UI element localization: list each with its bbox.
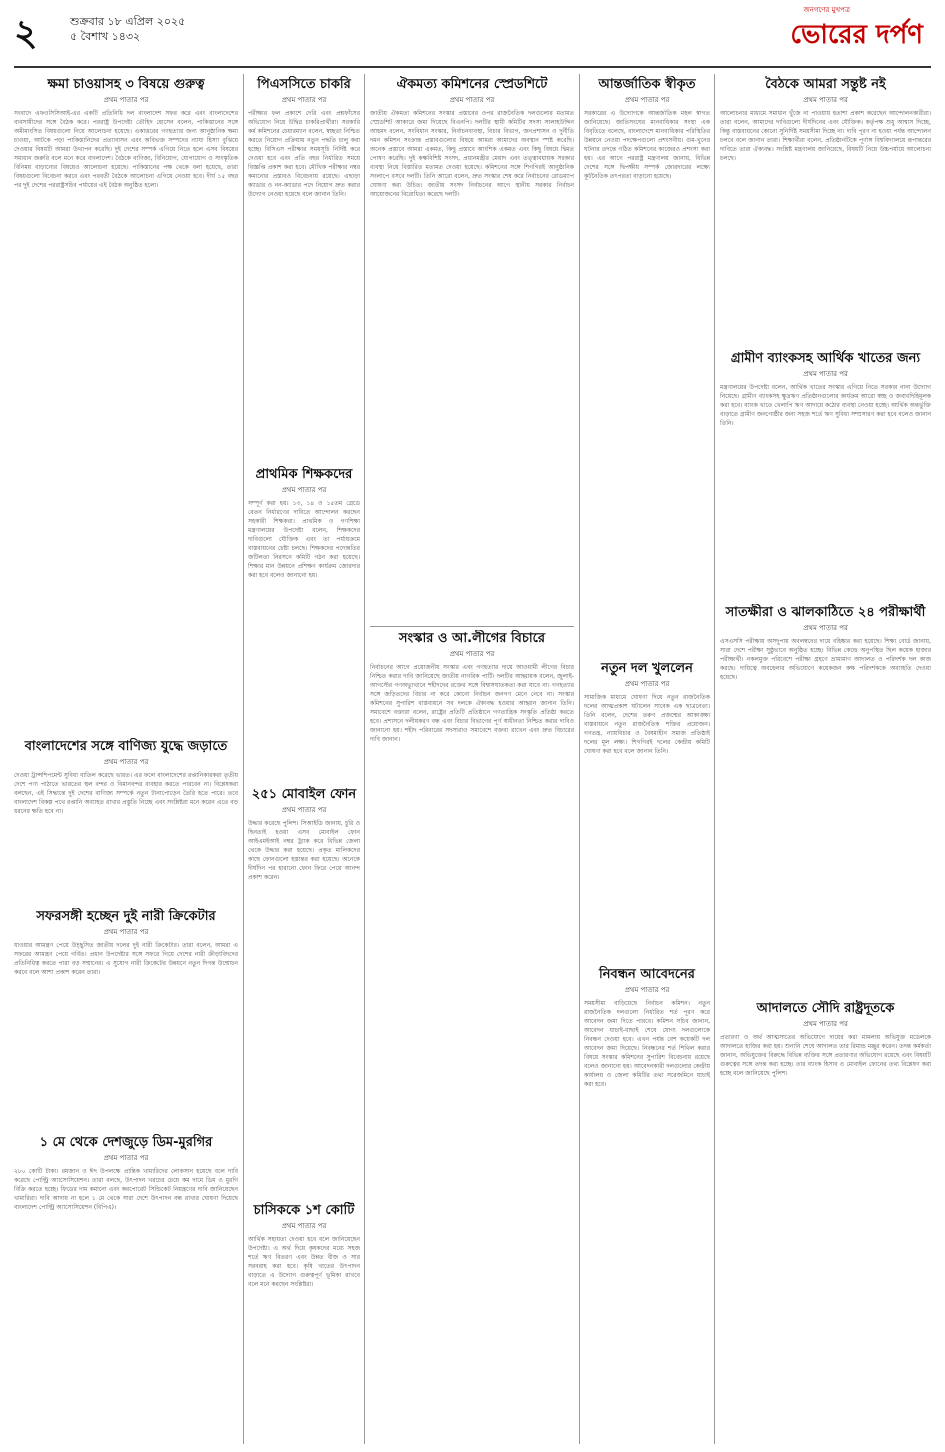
date-gregorian: শুক্রবার ১৮ এপ্রিল ২০২৫ bbox=[70, 15, 186, 28]
article-body: উদ্ধার করেছে পুলিশ। সিআইডি জানায়, চুরি ও ছিনতাই হওয়া এসব মোবাইল ফোন আইএমইআই নম্বর ট্র্যাক করে বিভিন্ন জেলা থেকে উদ্ধার করা হয়েছে। প্রকৃত মালিকদের কাছে ফোনগুলো হস্তান্তর করা হয়েছে। অনেকে দীর্ঘদিন পর হারানো ফোন ফিরে পেয়ে আনন্দ প্রকাশ করেন। bbox=[248, 820, 360, 881]
headline: বাংলাদেশের সঙ্গে বাণিজ্য যুদ্ধে জড়াতে bbox=[24, 739, 228, 754]
article-body: প্রতারণা ও অর্থ আত্মসাতের অভিযোগে দায়ের করা মামলায় অভিযুক্ত মডেলকে আদালতে হাজির করা হয়। শুনানি শেষে আদালত তার রিমান্ড মঞ্জুর করেন। তদন্ত কর্মকর্তা জানান, অভিযুক্তের বিরুদ্ধে বিভিন্ন ব্যক্তির সঙ্গে প্রতারণার অভিযোগ রয়েছে এবং বিষয়টি গুরুত্বের সঙ্গে তদন্ত করা হচ্ছে। তার ব্যাংক হিসাব ও মোবাইল ফোনের তথ্য বিশ্লেষণ করা হচ্ছে বলে জানিয়েছে পুলিশ। bbox=[720, 1034, 931, 1077]
article-cricketers bbox=[14, 908, 238, 1124]
byline: প্রথম পাতার পর bbox=[449, 650, 495, 658]
logo-tagline: জনগণের মুখপত্র bbox=[803, 6, 850, 14]
article-body: সরকারের এ উদ্যোগকে আন্তর্জাতিক মহল স্বাগত জানিয়েছে। জাতিসংঘের মানবাধিকার সংস্থা এক বিবৃতিতে বলেছে, বাংলাদেশে মানবাধিকার পরিস্থিতির উন্নয়নে নেওয়া পদক্ষেপগুলো প্রশংসনীয়। গুম-খুনের ঘটনার তদন্তে গঠিত কমিশনের কাজেরও প্রশংসা করা হয়। এর আগে পররাষ্ট্র মন্ত্রণালয় জানায়, বিভিন্ন দেশের সঙ্গে দ্বিপক্ষীয় সম্পর্ক জোরদারের লক্ষ্যে কূটনৈতিক তৎপরতা বাড়ানো হয়েছে। bbox=[584, 110, 710, 180]
headline: চাসিককে ১শ কোটি bbox=[253, 1203, 355, 1218]
column-divider bbox=[243, 74, 244, 1444]
column-divider bbox=[364, 74, 365, 1444]
column-divider bbox=[714, 74, 715, 1444]
masthead-rule bbox=[14, 66, 931, 68]
article-body: এসএসসি পরীক্ষায় অসদুপায় অবলম্বনের দায়ে বহিষ্কার করা হয়েছে। শিক্ষা বোর্ড জানায়, সারা দেশে পরীক্ষা সুষ্ঠুভাবে অনুষ্ঠিত হচ্ছে। বিভিন্ন কেন্দ্রে অনুপস্থিত ছিল কয়েক হাজার পরীক্ষার্থী। নকলমুক্ত পরিবেশে পরীক্ষা গ্রহণে ভ্রাম্যমাণ আদালত ও পরিদর্শক দল কাজ করছে। দায়িত্বে অবহেলার অভিযোগে কয়েকজন কক্ষ পরিদর্শককে অব্যাহতি দেওয়া হয়েছে। bbox=[720, 638, 931, 681]
article-meeting bbox=[720, 76, 931, 344]
article-body: সম্পূর্ণ করা হয়। ১৩, ১৪ ও ১৫তম গ্রেডে বেতন নির্ধারণের দাবিতে আন্দোলন করছেন সহকারী শিক্ষকরা। প্রাথমিক ও গণশিক্ষা মন্ত্রণালয়ের উপদেষ্টা বলেন, শিক্ষকদের দাবিগুলো যৌক্তিক এবং তা পর্যায়ক্রমে বাস্তবায়নের চেষ্টা চলছে। শিক্ষকদের পদোন্নতির জটিলতা নিরসনে কমিটি গঠন করা হয়েছে। শিক্ষার মান উন্নয়নে প্রশিক্ষণ কার্যক্রম জোরদার করা হবে বলেও জানানো হয়। bbox=[248, 500, 360, 579]
byline: প্রথম পাতার পর bbox=[281, 806, 327, 814]
date-bengali: ৫ বৈশাখ ১৪৩২ bbox=[70, 30, 141, 43]
headline: ১ মে থেকে দেশজুড়ে ডিম-মুরগির bbox=[39, 1135, 213, 1150]
article-body: যাওয়ার আমন্ত্রণ পেয়ে উচ্ছ্বসিত জাতীয় দলের দুই নারী ক্রিকেটার। তারা বলেন, আমরা এ সফরের আমন্ত্রণ পেয়ে গর্বিত। প্রধান উপদেষ্টার সঙ্গে সফরে গিয়ে দেশের নারী ক্রীড়াবিদদের প্রতিনিধিত্ব করতে পারা বড় সম্মানের। এ সুযোগ নারী ক্রিকেটের উন্নয়নে নতুন দিগন্ত উন্মোচন করবে বলে আশা প্রকাশ করেন তারা। bbox=[14, 942, 238, 976]
byline: প্রথম পাতার পর bbox=[103, 96, 149, 104]
article-body: আলোচনার মাধ্যমে সমাধান খুঁজে না পাওয়ায় হতাশা প্রকাশ করেছেন আন্দোলনকারীরা। তারা বলেন, আমাদের দাবিগুলো দীর্ঘদিনের এবং যৌক্তিক। কর্তৃপক্ষ শুধু আশ্বাস দিচ্ছে, কিন্তু বাস্তবায়নের কোনো সুনির্দিষ্ট সময়সীমা দিচ্ছে না। দাবি পূরণ না হওয়া পর্যন্ত আন্দোলন চলবে বলে জানান তারা। শিক্ষার্থীরা বলেন, প্রতিষ্ঠানটিকে পূর্ণাঙ্গ বিশ্ববিদ্যালয়ে রূপান্তরের দাবিতে তারা ঐক্যবদ্ধ। সংশ্লিষ্ট মন্ত্রণালয় জানিয়েছে, বিষয়টি নিয়ে উচ্চপর্যায়ে আলোচনা চলছে। bbox=[720, 110, 931, 162]
column-divider bbox=[579, 74, 580, 1444]
article-body: সময়সীমা বাড়িয়েছে নির্বাচন কমিশন। নতুন রাজনৈতিক দলগুলো নির্ধারিত শর্ত পূরণ করে আবেদন জমা দিতে পারবে। কমিশন সচিব জানান, আবেদন যাচাই-বাছাই শেষে যোগ্য দলগুলোকে নিবন্ধন দেওয়া হবে। এখন পর্যন্ত বেশ কয়েকটি দল আবেদন জমা দিয়েছে। নিবন্ধনের শর্ত শিথিল করার বিষয়ে সংস্কার কমিশনের সুপারিশ বিবেচনায় রয়েছে বলেও জানানো হয়। আবেদনকারী দলগুলোর কেন্দ্রীয় কার্যালয় ও জেলা কমিটির তথ্য সরেজমিনে যাচাই করা হবে। bbox=[584, 1000, 710, 1088]
byline: প্রথম পাতার পর bbox=[281, 1222, 327, 1230]
article-trade-war bbox=[14, 738, 238, 900]
headline: বৈঠকে আমরা সন্তুষ্ট নই bbox=[765, 77, 886, 92]
headline: পিএসসিতে চাকরি bbox=[257, 77, 351, 92]
byline: প্রথম পাতার পর bbox=[803, 96, 848, 104]
headline: নতুন দল খুললেন bbox=[601, 661, 693, 676]
article-body: দেওয়া ট্রান্সশিপমেন্ট সুবিধা বাতিল করেছে ভারত। এর ফলে বাংলাদেশের রপ্তানিকারকরা তৃতীয় দেশে পণ্য পাঠাতে ভারতের স্থল বন্দর ও বিমানবন্দর ব্যবহার করতে পারবেন না। বিশ্লেষকরা বলছেন, এই সিদ্ধান্তে দুই দেশের বাণিজ্য সম্পর্কে নতুন টানাপোড়েন তৈরি হতে পারে। তবে বাংলাদেশ বিকল্প পথে রপ্তানি অব্যাহত রাখার প্রস্তুতি নিচ্ছে এবং সংশ্লিষ্টরা মনে করেন এতে বড় ধরনের ক্ষতি হবে না। bbox=[14, 772, 238, 815]
headline: গ্রামীণ ব্যাংকসহ আর্থিক খাতের জন্য bbox=[730, 351, 921, 366]
byline: প্রথম পাতার পর bbox=[103, 758, 149, 766]
article-apology bbox=[14, 76, 238, 732]
headline: আন্তর্জাতিক স্বীকৃত bbox=[598, 77, 696, 92]
article-pgc-jobs bbox=[248, 76, 360, 458]
article-body: ২৮০ কোটি টাকা। রমজান ও ঈদ উপলক্ষে প্রান্তিক খামারিদের লোকসান হয়েছে বলে দাবি করেছে পোল্ট্রি অ্যাসোসিয়েশন। তারা বলছে, উৎপাদন খরচের চেয়ে কম দামে ডিম ও মুরগি বিক্রি করতে হচ্ছে। ফিডের দাম কমানো এবং করপোরেট সিন্ডিকেট নিয়ন্ত্রণের দাবি জানিয়েছেন খামারিরা। দাবি আদায় না হলে ১ মে থেকে সারা দেশে উৎপাদন বন্ধ রাখার ঘোষণা দিয়েছে বাংলাদেশ পোল্ট্রি অ্যাসোসিয়েশন (বিপিএ)। bbox=[14, 1168, 238, 1211]
headline: প্রাথমিক শিক্ষকদের bbox=[255, 467, 353, 482]
article-body: সামাজিক মাধ্যমে ঘোষণা দিয়ে নতুন রাজনৈতিক দলের আত্মপ্রকাশ ঘটালেন সাবেক এক ছাত্রনেতা। তিনি বলেন, দেশের তরুণ প্রজন্মের আকাঙ্ক্ষা বাস্তবায়নে নতুন রাজনৈতিক শক্তির প্রয়োজন। গণতন্ত্র, ন্যায়বিচার ও বৈষম্যহীন সমাজ প্রতিষ্ঠাই দলের মূল লক্ষ্য। শিগগিরই দলের কেন্দ্রীয় কমিটি ঘোষণা করা হবে বলে জানান তিনি। bbox=[584, 694, 710, 755]
byline: প্রথম পাতার পর bbox=[103, 928, 149, 936]
newspaper-logo: ভোরের দর্পণ bbox=[790, 20, 923, 50]
byline: প্রথম পাতার পর bbox=[803, 624, 848, 632]
article-mobile-phone bbox=[248, 786, 360, 1194]
byline: প্রথম পাতার পর bbox=[624, 96, 670, 104]
article-saudi bbox=[720, 1000, 931, 1444]
headline: সাতক্ষীরা ও ঝালকাঠিতে ২৪ পরীক্ষার্থী bbox=[725, 605, 926, 620]
article-reform-trial bbox=[370, 630, 574, 1444]
article-body: জাতীয় ঐকমত্য কমিশনের সংস্কার প্রস্তাবের ওপর রাজনৈতিক দলগুলোর মতামত স্প্রেডশিট আকারে জমা দিয়েছে বিএনপি। দলটির স্থায়ী কমিটির সদস্য সালাহউদ্দিন আহমদ বলেন, সংবিধান সংস্কার, নির্বাচনব্যবস্থা, বিচার বিভাগ, জনপ্রশাসন ও দুর্নীতি দমন কমিশন সংক্রান্ত প্রস্তাবগুলোর বিষয়ে আমরা আমাদের অবস্থান স্পষ্ট করেছি। অনেক প্রস্তাবে আমরা একমত, কিছু প্রস্তাবে আংশিক একমত এবং কিছু বিষয়ে দ্বিমত পোষণ করেছি। দুই কক্ষবিশিষ্ট সংসদ, প্রধানমন্ত্রীর মেয়াদ এবং তত্ত্বাবধায়ক সরকার ব্যবস্থা নিয়ে বিস্তারিত মতামত দেওয়া হয়েছে। কমিশনের সঙ্গে শিগগিরই আনুষ্ঠানিক সংলাপে বসবে দলটি। তিনি আরো বলেন, দ্রুত সংস্কার শেষ করে নির্বাচনের রোডম্যাপ ঘোষণা করা উচিত। জাতীয় সংসদ নির্বাচনের আগে স্থানীয় সরকার নির্বাচন আয়োজনের বিরোধিতা করেছে দলটি। bbox=[370, 110, 574, 198]
byline: প্রথম পাতার পর bbox=[103, 1154, 149, 1162]
headline: আদালতে সৌদি রাষ্ট্রদূতকে bbox=[756, 1001, 895, 1016]
article-recognition bbox=[584, 76, 710, 650]
article-body: মন্ত্রণালয়ের উপদেষ্টা বলেন, আর্থিক খাতের সংস্কার এগিয়ে নিতে সরকার নানা উদ্যোগ নিয়েছে। গ্রামীণ ব্যাংকসহ ক্ষুদ্রঋণ প্রতিষ্ঠানগুলোর কার্যক্রম আরো স্বচ্ছ ও জবাবদিহিমূলক করা হবে। ব্যাংক খাতে খেলাপি ঋণ আদায়ে কঠোর ব্যবস্থা নেওয়া হচ্ছে। আর্থিক অন্তর্ভুক্তি বাড়াতে গ্রামীণ জনগোষ্ঠীর জন্য সহজ শর্তে ঋণ সুবিধা সম্প্রসারণ করা হবে বলেও জানান তিনি। bbox=[720, 384, 931, 427]
byline: প্রথম পাতার পর bbox=[803, 1020, 848, 1028]
headline: সফরসঙ্গী হচ্ছেন দুই নারী ক্রিকেটার bbox=[36, 909, 216, 924]
article-body: নির্বাচনের আগে প্রয়োজনীয় সংস্কার এবং গণহত্যার দায়ে আওয়ামী লীগের বিচার নিশ্চিত করার দাবি জানিয়েছে জাতীয় নাগরিক পার্টি। দলটির আহ্বায়ক বলেন, জুলাই-আগস্টের গণঅভ্যুত্থানে শহীদদের রক্তের সঙ্গে বিশ্বাসঘাতকতা করা যাবে না। গণহত্যার সঙ্গে জড়িতদের বিচার না করে কোনো নির্বাচন জনগণ মেনে নেবে না। সংস্কার কমিশনের সুপারিশ বাস্তবায়নে সব দলকে ঐক্যবদ্ধ হওয়ার আহ্বান জানান তিনি। সমাবেশে বক্তারা বলেন, রাষ্ট্রের প্রতিটি প্রতিষ্ঠানে গণতান্ত্রিক সংস্কৃতি প্রতিষ্ঠা করতে হবে। প্রশাসনে দলীয়করণ বন্ধ এবং বিচার বিভাগের পূর্ণ স্বাধীনতা নিশ্চিত করার দাবিও জানানো হয়। শহীদ পরিবারের সদস্যরাও সমাবেশে বক্তব্য রাখেন এবং দ্রুত বিচারের দাবি জানান। bbox=[370, 664, 574, 743]
article-exam bbox=[720, 604, 931, 992]
headline: নিবন্ধন আবেদনের bbox=[599, 967, 695, 982]
headline: ২৫১ মোবাইল ফোন bbox=[251, 787, 357, 802]
article-grameen bbox=[720, 350, 931, 596]
article-body: পরীক্ষার ফল প্রকাশে দেরি এবং প্রশ্নফাঁসের অভিযোগ নিয়ে উদ্বিগ্ন চাকরিপ্রার্থীরা। সরকারি কর্ম কমিশনের চেয়ারম্যান বলেন, স্বচ্ছতা নিশ্চিত করতে নিয়োগ প্রক্রিয়ায় নতুন পদ্ধতি চালু করা হচ্ছে। বিসিএস পরীক্ষার সময়সূচি নির্দিষ্ট করে দেওয়া হবে এবং প্রতি বছর নির্ধারিত সময়ে বিজ্ঞপ্তি প্রকাশ করা হবে। মৌখিক পরীক্ষার নম্বর কমানোর প্রস্তাবও বিবেচনায় রয়েছে। এছাড়া ক্যাডার ও নন-ক্যাডার পদে নিয়োগ দ্রুত করার উদ্যোগ নেওয়া হয়েছে বলে জানান তিনি। bbox=[248, 110, 360, 198]
page-number: ২ bbox=[14, 13, 38, 54]
byline: প্রথম পাতার পর bbox=[624, 680, 670, 688]
article-registration bbox=[584, 966, 710, 1444]
article-chashi bbox=[248, 1202, 360, 1444]
article-body: আর্থিক সহায়তা দেওয়া হবে বলে জানিয়েছেন উপদেষ্টা। এ অর্থ দিয়ে কৃষকদের মধ্যে সহজ শর্তে ঋণ বিতরণ এবং উন্নত বীজ ও সার সরবরাহ করা হবে। কৃষি খাতের উৎপাদন বাড়াতে এ উদ্যোগ গুরুত্বপূর্ণ ভূমিকা রাখবে বলে মনে করছেন সংশ্লিষ্টরা। bbox=[248, 1236, 360, 1288]
byline: প্রথম পাতার পর bbox=[624, 986, 670, 994]
section-divider bbox=[370, 626, 574, 627]
article-consensus bbox=[370, 76, 574, 620]
byline: প্রথম পাতার পর bbox=[449, 96, 495, 104]
headline: সংস্কার ও আ.লীগের বিচারে bbox=[398, 631, 546, 646]
article-new-party bbox=[584, 660, 710, 958]
headline: ঐকমত্য কমিশনের স্প্রেডশিটে bbox=[396, 77, 548, 92]
article-body: সংবাদে এফওসিসিআই-এর একটি প্রতিনিধি দল বাংলাদেশ সফর করে এবং বাংলাদেশের ব্যবসায়ীদের সঙ্গে বৈঠক করে। পররাষ্ট্র উপদেষ্টা তৌহিদ হোসেন বলেন, পাকিস্তানের সঙ্গে অমীমাংসিত বিষয়গুলো নিয়ে আলোচনা হয়েছে। একাত্তরের গণহত্যার জন্য আনুষ্ঠানিক ক্ষমা চাওয়া, আটকে পড়া পাকিস্তানিদের প্রত্যাবাসন এবং অবিভক্ত সম্পদের ন্যায্য হিস্যা বুঝিয়ে দেওয়ার বিষয়টি আমরা উত্থাপন করেছি। দুই দেশের সম্পর্ক এগিয়ে নিতে হলে এসব বিষয়ের সমাধান জরুরি বলে মনে করে বাংলাদেশ। বৈঠকে বাণিজ্য, বিনিয়োগ, যোগাযোগ ও সাংস্কৃতিক বিনিময় বাড়ানোর বিষয়েও আলোচনা হয়েছে। পাকিস্তানের পক্ষ থেকে বলা হয়েছে, তারা বিষয়গুলো বিবেচনা করবে এবং পরবর্তী বৈঠকে আলোচনা এগিয়ে নেওয়া হবে। দীর্ঘ ১৫ বছর পর দুই দেশের পররাষ্ট্রসচিব পর্যায়ের এই বৈঠক অনুষ্ঠিত হলো। bbox=[14, 110, 238, 189]
masthead bbox=[0, 0, 945, 70]
article-eggs bbox=[14, 1134, 238, 1444]
article-primary-teachers bbox=[248, 466, 360, 778]
dateline bbox=[70, 14, 185, 44]
byline: প্রথম পাতার পর bbox=[281, 96, 327, 104]
byline: প্রথম পাতার পর bbox=[803, 370, 848, 378]
headline: ক্ষমা চাওয়াসহ ৩ বিষয়ে গুরুত্ব bbox=[47, 77, 205, 92]
byline: প্রথম পাতার পর bbox=[281, 486, 327, 494]
